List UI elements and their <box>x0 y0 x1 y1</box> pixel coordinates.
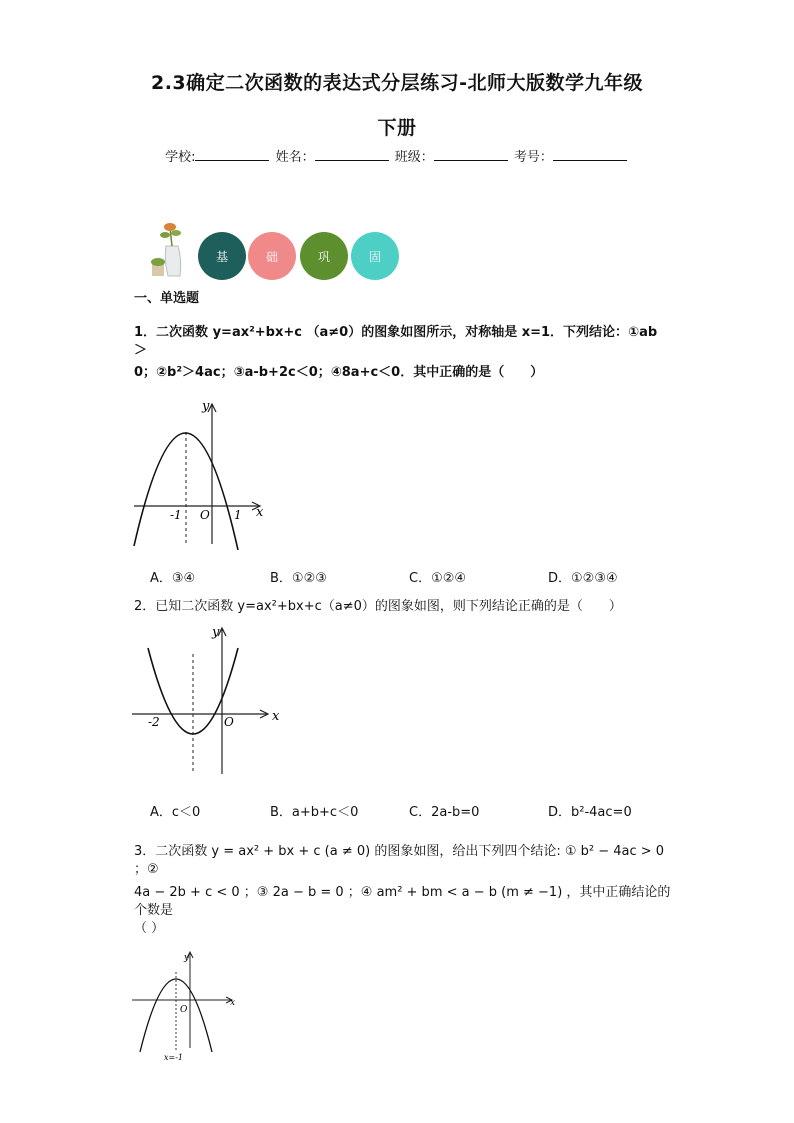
badge-gong: 巩 <box>300 232 348 280</box>
q2-tick-neg: -2 <box>148 715 160 729</box>
badge-ji: 基 <box>198 232 246 280</box>
q1-option-c[interactable]: C．①②④ <box>409 571 467 586</box>
page-title-line2: 下册 <box>377 117 417 139</box>
q2-option-b[interactable]: B．a+b+c＜0 <box>270 805 359 820</box>
q2-option-a[interactable]: A．c＜0 <box>150 805 201 820</box>
q3-graph <box>130 948 240 1063</box>
student-info-row <box>0 146 794 165</box>
section-title: 一、单选题 <box>134 291 200 306</box>
q1-option-d[interactable]: D．①②③④ <box>548 571 618 586</box>
q1-tick-neg: -1 <box>170 508 182 522</box>
name-label: 姓名： <box>275 150 315 165</box>
q1-option-a[interactable]: A．③④ <box>150 571 196 586</box>
q3-y-label: y <box>184 953 190 963</box>
q3-axis-note: x=-1 <box>164 1053 184 1062</box>
q2-graph <box>130 624 280 776</box>
school-blank <box>195 148 269 161</box>
q3-text-line3: （ ） <box>134 921 165 936</box>
q3-origin: O <box>180 1005 188 1015</box>
q2-origin: O <box>224 715 234 729</box>
q1-y-label: y <box>202 399 210 414</box>
q1-text-line1: 1．二次函数 y=ax²+bx+c （a≠0）的图象如图所示，对称轴是 x=1．下列结论：①ab＞ <box>134 325 658 358</box>
q2-option-c[interactable]: C．2a-b=0 <box>409 805 480 820</box>
q3-text-line1: 3．二次函数 y = ax² + bx + c (a ≠ 0) 的图象如图，给出下列四个结论: ① b² − 4ac > 0 ；② <box>134 844 665 877</box>
class-blank <box>434 148 508 161</box>
q3-x-label: x <box>230 998 236 1008</box>
badge-gu: 固 <box>351 232 399 280</box>
plant-vase-icon <box>146 220 190 280</box>
q1-tick-pos: 1 <box>234 508 242 522</box>
q1-x-label: x <box>256 505 264 520</box>
class-label: 班级： <box>394 150 434 165</box>
q1-graph <box>132 398 272 550</box>
q2-text-line1: 2．已知二次函数 y=ax²+bx+c（a≠0）的图象如图，则下列结论正确的是（ ） <box>134 599 622 614</box>
q3-text-line2: 4a − 2b + c < 0 ；③ 2a − b = 0 ；④ am² + bm < a − b (m ≠ −1) ，其中正确结论的个数是 <box>134 885 671 918</box>
exam-no-blank <box>553 148 627 161</box>
q1-text-line2: 0；②b²＞4ac；③a-b+2c＜0；④8a+c＜0．其中正确的是（ ） <box>134 365 544 380</box>
q2-x-label: x <box>272 709 280 724</box>
badge-chu: 础 <box>248 232 296 280</box>
q2-option-d[interactable]: D．b²-4ac=0 <box>548 805 632 820</box>
school-label: 学校: <box>165 150 196 165</box>
page-title-line1: 2.3确定二次函数的表达式分层练习-北师大版数学九年级 <box>150 72 644 94</box>
exam-no-label: 考号： <box>513 150 553 165</box>
q1-origin: O <box>200 508 210 522</box>
q1-option-b[interactable]: B．①②③ <box>270 571 327 586</box>
name-blank <box>315 148 389 161</box>
q2-y-label: y <box>212 625 220 640</box>
